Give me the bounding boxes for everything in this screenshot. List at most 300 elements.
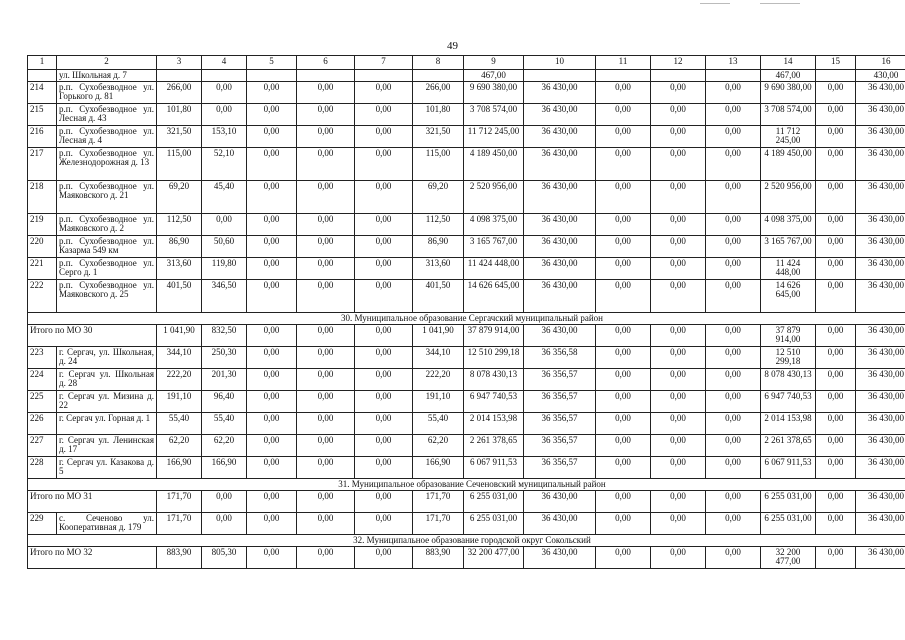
value-cell-col-6: 0,00 — [297, 369, 355, 391]
value-cell-col-5: 0,00 — [247, 513, 297, 535]
value-cell-col-5: 0,00 — [247, 82, 297, 104]
value-cell-col-4: 0,00 — [202, 82, 247, 104]
value-cell-col-5: 0,00 — [247, 413, 297, 435]
value-cell-col-3: 222,20 — [157, 369, 202, 391]
value-cell-col-4: 153,10 — [202, 126, 247, 148]
value-cell-col-6: 0,00 — [297, 126, 355, 148]
value-cell-col-9: 467,00 — [464, 70, 524, 82]
value-cell-col-8: 313,60 — [413, 258, 464, 280]
value-cell-col-8: 321,50 — [413, 126, 464, 148]
row-number: 227 — [28, 435, 57, 457]
value-cell-col-8: 115,00 — [413, 148, 464, 181]
value-cell-col-15: 0,00 — [816, 126, 856, 148]
value-cell-col-13: 0,00 — [706, 513, 761, 535]
value-cell-col-9: 6 255 031,00 — [464, 491, 524, 513]
value-cell-col-12: 0,00 — [651, 280, 706, 313]
address-cell: р.п. Сухобезводное ул. Лесная д. 43 — [57, 104, 157, 126]
value-cell-col-16: 36 430,00 — [856, 181, 905, 214]
value-cell-col-3: 86,90 — [157, 236, 202, 258]
value-cell-col-12: 0,00 — [651, 547, 706, 569]
value-cell-col-12 — [651, 70, 706, 82]
value-cell-col-11: 0,00 — [596, 413, 651, 435]
address-cell: р.п. Сухобезводное ул. Маяковского д. 25 — [57, 280, 157, 313]
value-cell-col-10: 36 356,57 — [524, 435, 596, 457]
value-cell-col-3: 101,80 — [157, 104, 202, 126]
value-cell-col-14: 6 067 911,53 — [761, 457, 816, 479]
value-cell-col-12: 0,00 — [651, 325, 706, 347]
value-cell-col-16: 36 430,00 — [856, 214, 905, 236]
value-cell-col-4: 250,30 — [202, 347, 247, 369]
value-cell-col-13: 0,00 — [706, 258, 761, 280]
value-cell-col-12: 0,00 — [651, 126, 706, 148]
value-cell-col-3: 171,70 — [157, 491, 202, 513]
value-cell-col-3: 62,20 — [157, 435, 202, 457]
value-cell-col-9: 12 510 299,18 — [464, 347, 524, 369]
value-cell-col-3: 166,90 — [157, 457, 202, 479]
value-cell-col-15: 0,00 — [816, 435, 856, 457]
value-cell-col-8 — [413, 70, 464, 82]
value-cell-col-14: 2 014 153,98 — [761, 413, 816, 435]
section-heading: 31. Муниципальное образование Сеченовский муниципальный район — [28, 479, 905, 491]
row-number: 226 — [28, 413, 57, 435]
value-cell-col-5: 0,00 — [247, 258, 297, 280]
value-cell-col-9: 14 626 645,00 — [464, 280, 524, 313]
column-number-header: 16 — [856, 56, 905, 70]
value-cell-col-5: 0,00 — [247, 435, 297, 457]
value-cell-col-13: 0,00 — [706, 214, 761, 236]
address-cell: р.п. Сухобезводное ул. Казарма 549 км — [57, 236, 157, 258]
value-cell-col-9: 6 067 911,53 — [464, 457, 524, 479]
value-cell-col-12: 0,00 — [651, 435, 706, 457]
subtotal-label: Итого по МО 30 — [28, 325, 157, 347]
value-cell-col-13: 0,00 — [706, 347, 761, 369]
value-cell-col-15: 0,00 — [816, 82, 856, 104]
table-row — [28, 126, 905, 148]
table-body — [28, 70, 905, 569]
value-cell-col-9: 37 879 914,00 — [464, 325, 524, 347]
address-cell: р.п. Сухобезводное ул. Маяковского д. 21 — [57, 181, 157, 214]
column-number-header: 5 — [247, 56, 297, 70]
value-cell-col-8: 55,40 — [413, 413, 464, 435]
value-cell-col-6: 0,00 — [297, 491, 355, 513]
column-number-header: 15 — [816, 56, 856, 70]
value-cell-col-12: 0,00 — [651, 104, 706, 126]
value-cell-col-11: 0,00 — [596, 104, 651, 126]
value-cell-col-6: 0,00 — [297, 82, 355, 104]
value-cell-col-5: 0,00 — [247, 325, 297, 347]
value-cell-col-10: 36 430,00 — [524, 104, 596, 126]
value-cell-col-5: 0,00 — [247, 457, 297, 479]
value-cell-col-6: 0,00 — [297, 280, 355, 313]
value-cell-col-7: 0,00 — [355, 280, 413, 313]
table-row — [28, 369, 905, 391]
value-cell-col-10: 36 430,00 — [524, 325, 596, 347]
address-cell: с. Сеченово ул. Кооперативная д. 179 — [57, 513, 157, 535]
value-cell-col-3: 313,60 — [157, 258, 202, 280]
value-cell-col-16: 36 430,00 — [856, 258, 905, 280]
value-cell-col-10: 36 356,58 — [524, 347, 596, 369]
row-number: 222 — [28, 280, 57, 313]
value-cell-col-13: 0,00 — [706, 126, 761, 148]
value-cell-col-12: 0,00 — [651, 457, 706, 479]
value-cell-col-15: 0,00 — [816, 413, 856, 435]
value-cell-col-7: 0,00 — [355, 391, 413, 413]
scan-artifact — [700, 3, 730, 4]
value-cell-col-12: 0,00 — [651, 391, 706, 413]
value-cell-col-6: 0,00 — [297, 391, 355, 413]
row-number: 224 — [28, 369, 57, 391]
value-cell-col-13: 0,00 — [706, 391, 761, 413]
value-cell-col-13: 0,00 — [706, 104, 761, 126]
value-cell-col-16: 36 430,00 — [856, 513, 905, 535]
value-cell-col-3: 191,10 — [157, 391, 202, 413]
value-cell-col-3: 171,70 — [157, 513, 202, 535]
value-cell-col-6: 0,00 — [297, 325, 355, 347]
value-cell-col-10: 36 430,00 — [524, 258, 596, 280]
value-cell-col-11: 0,00 — [596, 325, 651, 347]
table-row — [28, 214, 905, 236]
value-cell-col-9: 11 712 245,00 — [464, 126, 524, 148]
value-cell-col-4: 0,00 — [202, 491, 247, 513]
address-cell: р.п. Сухобезводное ул. Серго д. 1 — [57, 258, 157, 280]
column-number-header: 13 — [706, 56, 761, 70]
value-cell-col-6: 0,00 — [297, 104, 355, 126]
value-cell-col-12: 0,00 — [651, 413, 706, 435]
value-cell-col-3: 1 041,90 — [157, 325, 202, 347]
value-cell-col-16: 36 430,00 — [856, 369, 905, 391]
value-cell-col-15: 0,00 — [816, 280, 856, 313]
value-cell-col-3: 112,50 — [157, 214, 202, 236]
table-row — [28, 413, 905, 435]
subtotal-label: Итого по МО 32 — [28, 547, 157, 569]
value-cell-col-12: 0,00 — [651, 214, 706, 236]
value-cell-col-16: 36 430,00 — [856, 104, 905, 126]
value-cell-col-4 — [202, 70, 247, 82]
value-cell-col-6: 0,00 — [297, 457, 355, 479]
value-cell-col-15: 0,00 — [816, 148, 856, 181]
value-cell-col-13: 0,00 — [706, 181, 761, 214]
value-cell-col-14: 6 255 031,00 — [761, 491, 816, 513]
row-number: 220 — [28, 236, 57, 258]
value-cell-col-9: 3 165 767,00 — [464, 236, 524, 258]
value-cell-col-11: 0,00 — [596, 435, 651, 457]
value-cell-col-15: 0,00 — [816, 513, 856, 535]
value-cell-col-9: 32 200 477,00 — [464, 547, 524, 569]
value-cell-col-7: 0,00 — [355, 126, 413, 148]
value-cell-col-4: 50,60 — [202, 236, 247, 258]
value-cell-col-11 — [596, 70, 651, 82]
value-cell-col-15: 0,00 — [816, 325, 856, 347]
column-number-header: 7 — [355, 56, 413, 70]
value-cell-col-12: 0,00 — [651, 82, 706, 104]
column-numbers-row — [28, 56, 905, 70]
value-cell-col-10: 36 430,00 — [524, 280, 596, 313]
value-cell-col-13: 0,00 — [706, 82, 761, 104]
value-cell-col-9: 2 261 378,65 — [464, 435, 524, 457]
subtotal-row — [28, 325, 905, 347]
value-cell-col-9: 8 078 430,13 — [464, 369, 524, 391]
value-cell-col-13: 0,00 — [706, 148, 761, 181]
value-cell-col-7: 0,00 — [355, 547, 413, 569]
address-cell: р.п. Сухобезводное ул. Лесная д. 4 — [57, 126, 157, 148]
value-cell-col-14: 4 098 375,00 — [761, 214, 816, 236]
value-cell-col-8: 171,70 — [413, 491, 464, 513]
value-cell-col-13: 0,00 — [706, 280, 761, 313]
value-cell-col-3 — [157, 70, 202, 82]
value-cell-col-11: 0,00 — [596, 457, 651, 479]
value-cell-col-10: 36 430,00 — [524, 82, 596, 104]
value-cell-col-7: 0,00 — [355, 325, 413, 347]
value-cell-col-8: 86,90 — [413, 236, 464, 258]
value-cell-col-14: 32 200 477,00 — [761, 547, 816, 569]
value-cell-col-5: 0,00 — [247, 104, 297, 126]
table-row — [28, 104, 905, 126]
value-cell-col-7: 0,00 — [355, 513, 413, 535]
value-cell-col-14: 467,00 — [761, 70, 816, 82]
value-cell-col-5: 0,00 — [247, 491, 297, 513]
value-cell-col-4: 52,10 — [202, 148, 247, 181]
value-cell-col-8: 101,80 — [413, 104, 464, 126]
row-number — [28, 70, 57, 82]
value-cell-col-9: 6 255 031,00 — [464, 513, 524, 535]
value-cell-col-15: 0,00 — [816, 369, 856, 391]
value-cell-col-14: 8 078 430,13 — [761, 369, 816, 391]
value-cell-col-8: 266,00 — [413, 82, 464, 104]
value-cell-col-14: 3 165 767,00 — [761, 236, 816, 258]
value-cell-col-16: 36 430,00 — [856, 435, 905, 457]
value-cell-col-13: 0,00 — [706, 491, 761, 513]
value-cell-col-3: 266,00 — [157, 82, 202, 104]
value-cell-col-4: 0,00 — [202, 513, 247, 535]
value-cell-col-4: 346,50 — [202, 280, 247, 313]
value-cell-col-10: 36 356,57 — [524, 457, 596, 479]
value-cell-col-10: 36 430,00 — [524, 214, 596, 236]
value-cell-col-15: 0,00 — [816, 491, 856, 513]
value-cell-col-11: 0,00 — [596, 148, 651, 181]
column-number-header: 9 — [464, 56, 524, 70]
value-cell-col-11: 0,00 — [596, 547, 651, 569]
value-cell-col-7: 0,00 — [355, 181, 413, 214]
value-cell-col-14: 11 424 448,00 — [761, 258, 816, 280]
value-cell-col-13: 0,00 — [706, 369, 761, 391]
value-cell-col-15: 0,00 — [816, 104, 856, 126]
page-number: 49 — [447, 40, 458, 52]
value-cell-col-13: 0,00 — [706, 325, 761, 347]
section-heading-row — [28, 313, 905, 325]
value-cell-col-16: 36 430,00 — [856, 148, 905, 181]
section-heading-row — [28, 479, 905, 491]
value-cell-col-6: 0,00 — [297, 513, 355, 535]
value-cell-col-16: 36 430,00 — [856, 391, 905, 413]
table-row — [28, 280, 905, 313]
value-cell-col-16: 36 430,00 — [856, 82, 905, 104]
value-cell-col-16: 36 430,00 — [856, 491, 905, 513]
value-cell-col-5: 0,00 — [247, 280, 297, 313]
value-cell-col-7: 0,00 — [355, 457, 413, 479]
address-cell: ул. Школьная д. 7 — [57, 70, 157, 82]
value-cell-col-11: 0,00 — [596, 181, 651, 214]
address-cell: р.п. Сухобезводное ул. Железнодорожная д. 13 — [57, 148, 157, 181]
value-cell-col-8: 62,20 — [413, 435, 464, 457]
value-cell-col-10: 36 430,00 — [524, 236, 596, 258]
value-cell-col-14: 2 261 378,65 — [761, 435, 816, 457]
housing-register-table — [27, 55, 905, 569]
address-cell: г. Сергач ул. Горная д. 1 — [57, 413, 157, 435]
value-cell-col-15 — [816, 70, 856, 82]
value-cell-col-15: 0,00 — [816, 547, 856, 569]
value-cell-col-10: 36 356,57 — [524, 369, 596, 391]
value-cell-col-8: 191,10 — [413, 391, 464, 413]
value-cell-col-15: 0,00 — [816, 181, 856, 214]
value-cell-col-16: 36 430,00 — [856, 280, 905, 313]
value-cell-col-12: 0,00 — [651, 236, 706, 258]
value-cell-col-6: 0,00 — [297, 181, 355, 214]
row-number: 219 — [28, 214, 57, 236]
value-cell-col-14: 6 947 740,53 — [761, 391, 816, 413]
row-number: 229 — [28, 513, 57, 535]
value-cell-col-13: 0,00 — [706, 236, 761, 258]
value-cell-col-9: 2 520 956,00 — [464, 181, 524, 214]
value-cell-col-6: 0,00 — [297, 148, 355, 181]
value-cell-col-16: 36 430,00 — [856, 457, 905, 479]
value-cell-col-4: 96,40 — [202, 391, 247, 413]
value-cell-col-9: 6 947 740,53 — [464, 391, 524, 413]
row-number: 225 — [28, 391, 57, 413]
value-cell-col-5: 0,00 — [247, 126, 297, 148]
table-row — [28, 513, 905, 535]
value-cell-col-11: 0,00 — [596, 126, 651, 148]
value-cell-col-10: 36 430,00 — [524, 547, 596, 569]
value-cell-col-14: 2 520 956,00 — [761, 181, 816, 214]
value-cell-col-10: 36 430,00 — [524, 513, 596, 535]
address-cell: г. Сергач ул. Казакова д. 5 — [57, 457, 157, 479]
section-heading-row — [28, 535, 905, 547]
value-cell-col-10: 36 356,57 — [524, 391, 596, 413]
value-cell-col-5: 0,00 — [247, 347, 297, 369]
value-cell-col-5: 0,00 — [247, 369, 297, 391]
value-cell-col-4: 62,20 — [202, 435, 247, 457]
value-cell-col-14: 3 708 574,00 — [761, 104, 816, 126]
value-cell-col-14: 9 690 380,00 — [761, 82, 816, 104]
value-cell-col-8: 69,20 — [413, 181, 464, 214]
value-cell-col-4: 0,00 — [202, 104, 247, 126]
address-cell: р.п. Сухобезводное ул. Горького д. 81 — [57, 82, 157, 104]
value-cell-col-7 — [355, 70, 413, 82]
value-cell-col-5: 0,00 — [247, 236, 297, 258]
value-cell-col-4: 119,80 — [202, 258, 247, 280]
value-cell-col-16: 36 430,00 — [856, 547, 905, 569]
subtotal-row — [28, 547, 905, 569]
scan-artifact — [760, 3, 800, 4]
value-cell-col-15: 0,00 — [816, 391, 856, 413]
value-cell-col-12: 0,00 — [651, 347, 706, 369]
section-heading: 32. Муниципальное образование городской округ Сокольский — [28, 535, 905, 547]
section-heading: 30. Муниципальное образование Сергачский муниципальный район — [28, 313, 905, 325]
value-cell-col-7: 0,00 — [355, 347, 413, 369]
value-cell-col-4: 45,40 — [202, 181, 247, 214]
value-cell-col-10: 36 356,57 — [524, 413, 596, 435]
value-cell-col-5: 0,00 — [247, 181, 297, 214]
value-cell-col-15: 0,00 — [816, 258, 856, 280]
value-cell-col-8: 222,20 — [413, 369, 464, 391]
value-cell-col-8: 166,90 — [413, 457, 464, 479]
value-cell-col-12: 0,00 — [651, 491, 706, 513]
value-cell-col-12: 0,00 — [651, 148, 706, 181]
address-cell: г. Сергач ул. Школьная д. 28 — [57, 369, 157, 391]
value-cell-col-14: 11 712 245,00 — [761, 126, 816, 148]
value-cell-col-7: 0,00 — [355, 258, 413, 280]
value-cell-col-11: 0,00 — [596, 513, 651, 535]
value-cell-col-5: 0,00 — [247, 391, 297, 413]
value-cell-col-9: 4 189 450,00 — [464, 148, 524, 181]
value-cell-col-11: 0,00 — [596, 258, 651, 280]
column-number-header: 2 — [57, 56, 157, 70]
value-cell-col-6 — [297, 70, 355, 82]
value-cell-col-11: 0,00 — [596, 369, 651, 391]
value-cell-col-3: 115,00 — [157, 148, 202, 181]
column-number-header: 6 — [297, 56, 355, 70]
value-cell-col-3: 344,10 — [157, 347, 202, 369]
value-cell-col-3: 883,90 — [157, 547, 202, 569]
value-cell-col-14: 6 255 031,00 — [761, 513, 816, 535]
value-cell-col-7: 0,00 — [355, 148, 413, 181]
row-number: 217 — [28, 148, 57, 181]
value-cell-col-4: 166,90 — [202, 457, 247, 479]
table-row — [28, 347, 905, 369]
value-cell-col-4: 832,50 — [202, 325, 247, 347]
value-cell-col-6: 0,00 — [297, 236, 355, 258]
value-cell-col-12: 0,00 — [651, 258, 706, 280]
value-cell-col-14: 14 626 645,00 — [761, 280, 816, 313]
table-row — [28, 70, 905, 82]
value-cell-col-8: 883,90 — [413, 547, 464, 569]
value-cell-col-6: 0,00 — [297, 347, 355, 369]
value-cell-col-8: 1 041,90 — [413, 325, 464, 347]
value-cell-col-8: 344,10 — [413, 347, 464, 369]
column-number-header: 1 — [28, 56, 57, 70]
address-cell: г. Сергач, ул. Школьная, д. 24 — [57, 347, 157, 369]
value-cell-col-13: 0,00 — [706, 457, 761, 479]
value-cell-col-6: 0,00 — [297, 258, 355, 280]
table-row — [28, 236, 905, 258]
row-number: 215 — [28, 104, 57, 126]
value-cell-col-3: 55,40 — [157, 413, 202, 435]
value-cell-col-11: 0,00 — [596, 236, 651, 258]
value-cell-col-13: 0,00 — [706, 435, 761, 457]
value-cell-col-10: 36 430,00 — [524, 126, 596, 148]
value-cell-col-8: 401,50 — [413, 280, 464, 313]
column-number-header: 12 — [651, 56, 706, 70]
value-cell-col-9: 9 690 380,00 — [464, 82, 524, 104]
table-row — [28, 391, 905, 413]
value-cell-col-16: 36 430,00 — [856, 236, 905, 258]
value-cell-col-15: 0,00 — [816, 457, 856, 479]
value-cell-col-7: 0,00 — [355, 435, 413, 457]
subtotal-label: Итого по МО 31 — [28, 491, 157, 513]
value-cell-col-10: 36 430,00 — [524, 491, 596, 513]
row-number: 223 — [28, 347, 57, 369]
value-cell-col-5: 0,00 — [247, 547, 297, 569]
value-cell-col-12: 0,00 — [651, 181, 706, 214]
address-cell: г. Сергач ул. Мизина д. 22 — [57, 391, 157, 413]
value-cell-col-14: 37 879 914,00 — [761, 325, 816, 347]
value-cell-col-12: 0,00 — [651, 369, 706, 391]
row-number: 228 — [28, 457, 57, 479]
value-cell-col-11: 0,00 — [596, 214, 651, 236]
value-cell-col-13: 0,00 — [706, 547, 761, 569]
table-row — [28, 181, 905, 214]
value-cell-col-5: 0,00 — [247, 148, 297, 181]
